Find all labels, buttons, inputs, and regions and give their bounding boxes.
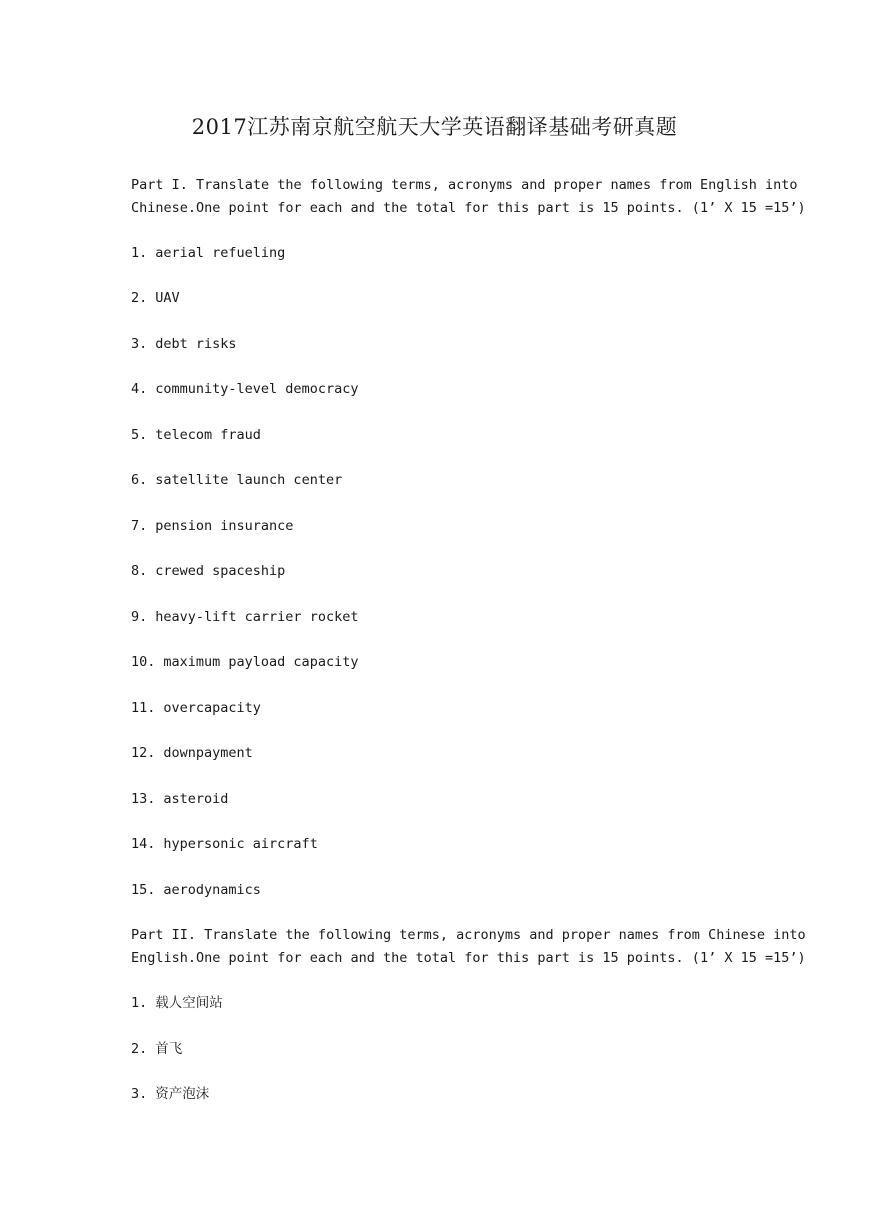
part1-item	[131, 561, 285, 581]
item-term: 载人空间站	[155, 995, 223, 1011]
part1-item	[131, 516, 293, 536]
item-number: 9.	[131, 609, 148, 625]
item-number: 12.	[131, 745, 156, 761]
item-term: debt risks	[155, 336, 237, 352]
item-number: 3.	[131, 1086, 148, 1102]
part2-item	[131, 1084, 209, 1104]
part1-item	[131, 789, 228, 809]
part1-item	[131, 288, 180, 308]
item-term: aerial refueling	[155, 245, 286, 261]
item-number: 7.	[131, 518, 148, 534]
item-number: 2.	[131, 1041, 148, 1057]
part1-item	[131, 334, 237, 354]
item-number: 14.	[131, 836, 156, 852]
part1-item	[131, 607, 358, 627]
part2-instructions	[131, 924, 806, 969]
item-number: 2.	[131, 290, 148, 306]
item-term: crewed spaceship	[155, 563, 286, 579]
item-number: 1.	[131, 995, 148, 1011]
item-term: hypersonic aircraft	[163, 836, 318, 852]
part1-item	[131, 652, 358, 672]
item-term: 资产泡沫	[155, 1086, 210, 1102]
item-term: UAV	[155, 290, 180, 306]
part1-item	[131, 425, 261, 445]
part1-instructions	[131, 174, 806, 219]
item-term: maximum payload capacity	[163, 654, 359, 670]
item-term: downpayment	[163, 745, 253, 761]
item-number: 15.	[131, 882, 156, 898]
part1-instructions-line1: Part I. Translate the following terms, acronyms and proper names from English into	[131, 177, 798, 193]
item-term: pension insurance	[155, 518, 294, 534]
item-term: 首飞	[155, 1041, 183, 1057]
item-term: community-level democracy	[155, 381, 359, 397]
item-number: 1.	[131, 245, 148, 261]
part1-instructions-line2: Chinese.One point for each and the total for this part is 15 points. (1’ X 15 =15’)	[131, 199, 806, 216]
part1-item	[131, 834, 318, 854]
document-title: 2017江苏南京航空航天大学英语翻译基础考研真题	[191, 115, 678, 139]
item-term: aerodynamics	[163, 882, 261, 898]
part1-item	[131, 743, 253, 763]
item-term: overcapacity	[163, 700, 261, 716]
part1-item	[131, 243, 285, 263]
item-number: 8.	[131, 563, 148, 579]
item-term: satellite launch center	[155, 472, 343, 488]
item-number: 5.	[131, 427, 148, 443]
part2-item	[131, 993, 223, 1013]
item-number: 13.	[131, 791, 156, 807]
part2-item	[131, 1039, 182, 1059]
item-number: 11.	[131, 700, 156, 716]
part1-item	[131, 379, 358, 399]
item-term: heavy-lift carrier rocket	[155, 609, 359, 625]
item-number: 4.	[131, 381, 148, 397]
part2-instructions-line2: English.One point for each and the total for this part is 15 points. (1’ X 15 =15’)	[131, 949, 806, 966]
item-number: 6.	[131, 472, 148, 488]
item-number: 10.	[131, 654, 156, 670]
item-number: 3.	[131, 336, 148, 352]
item-term: asteroid	[163, 791, 229, 807]
part1-item	[131, 470, 342, 490]
part1-item	[131, 698, 261, 718]
part2-instructions-line1: Part II. Translate the following terms, acronyms and proper names from Chinese into	[131, 927, 806, 943]
part1-item	[131, 880, 261, 900]
item-term: telecom fraud	[155, 427, 261, 443]
